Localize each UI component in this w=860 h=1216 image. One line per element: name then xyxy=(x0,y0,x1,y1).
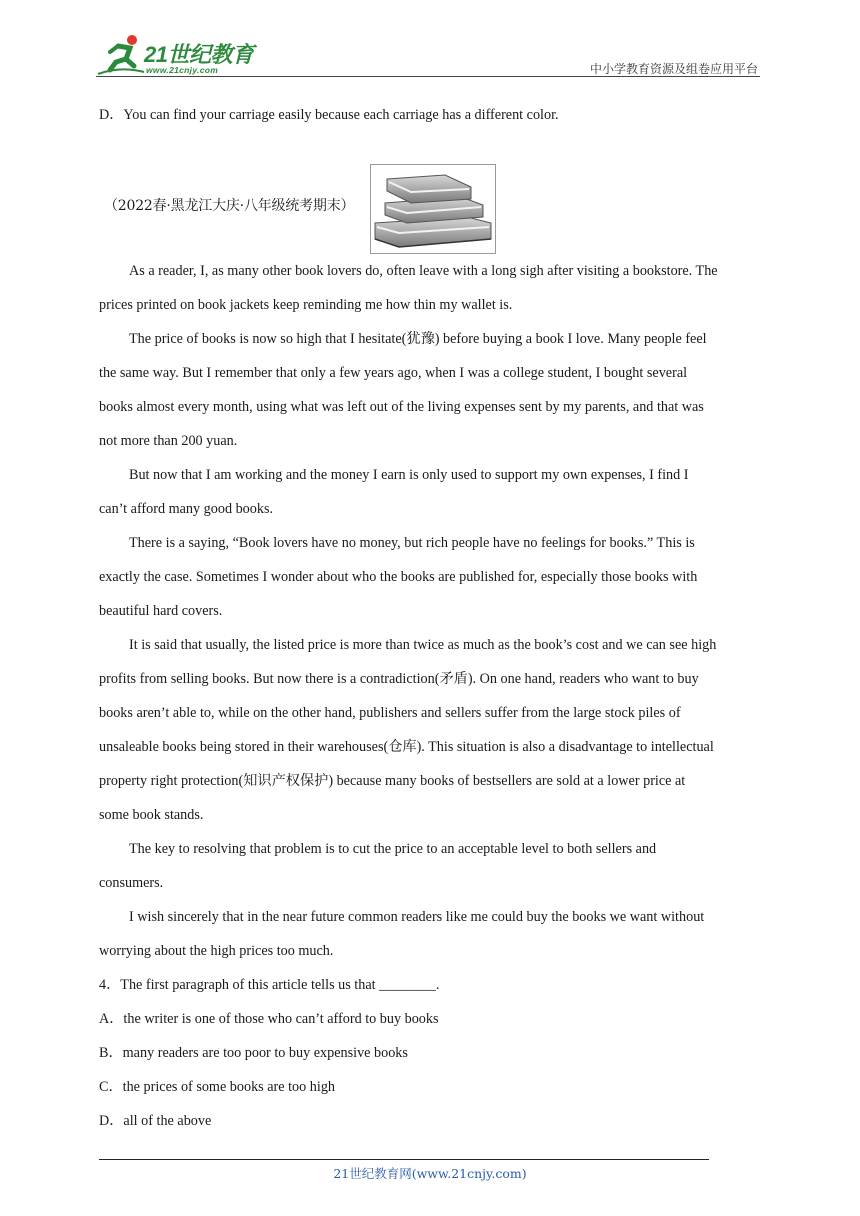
question-stem: 4．The first paragraph of this article tells us that ________. xyxy=(99,977,440,993)
text-line: beautiful hard covers. xyxy=(99,603,223,619)
option-b: B．many readers are too poor to buy expensive books xyxy=(99,1045,408,1061)
site-logo xyxy=(96,32,266,76)
text-line: consumers. xyxy=(99,875,164,891)
document-body xyxy=(99,98,761,1138)
text-line: books aren’t able to, while on the other hand, publishers and sellers suffer from the large stock piles of xyxy=(99,705,681,721)
option-a: A．the writer is one of those who can’t afford to buy books xyxy=(99,1011,439,1027)
text-line: As a reader, I, as many other book lovers do, often leave with a long sigh after visiting a bookstore. The xyxy=(129,263,718,279)
logo-url: www.21cnjy.com xyxy=(146,65,219,75)
text-line: some book stands. xyxy=(99,807,204,823)
passage-paragraph-1 xyxy=(99,254,761,322)
text-line: not more than 200 yuan. xyxy=(99,433,238,449)
logo-text: 21世纪教育 xyxy=(144,42,254,67)
platform-name: 中小学教育资源及组卷应用平台 xyxy=(589,62,758,76)
text-line: exactly the case. Sometimes I wonder about who the books are published for, especially those books with xyxy=(99,569,698,585)
option-c: C．the prices of some books are too high xyxy=(99,1079,336,1095)
runner-icon xyxy=(96,32,146,76)
previous-option-d: D．You can find your carriage easily because each carriage has a different color. xyxy=(99,107,559,123)
text-line: can’t afford many good books. xyxy=(99,501,274,517)
text-line: It is said that usually, the listed price is more than twice as much as the book’s cost and we can see high xyxy=(129,637,717,653)
text-line: The key to resolving that problem is to cut the price to an acceptable level to both sellers and xyxy=(129,841,657,857)
passage-paragraph-4 xyxy=(99,526,761,628)
text-line: There is a saying, “Book lovers have no money, but rich people have no feelings for books.” This is xyxy=(129,535,695,551)
passage-paragraph-2 xyxy=(99,322,761,458)
passage-paragraph-7 xyxy=(99,900,761,968)
page-header xyxy=(96,30,760,78)
text-line: worrying about the high prices too much. xyxy=(99,943,334,959)
text-line: I wish sincerely that in the near future common readers like me could buy the books we want without xyxy=(129,909,705,925)
text-line: The price of books is now so high that I hesitate(犹豫) before buying a book I love. Many people feel xyxy=(129,331,707,347)
text-line: unsaleable books being stored in their warehouses(仓库). This situation is also a disadvantage to intellectual xyxy=(99,739,714,755)
books-image xyxy=(370,164,496,254)
passage-paragraph-6 xyxy=(99,832,761,900)
text-line: prices printed on book jackets keep reminding me how thin my wallet is. xyxy=(99,297,513,313)
source-row xyxy=(99,164,761,254)
page-footer: 21世纪教育网(www.21cnjy.com) xyxy=(333,1166,527,1181)
text-line: books almost every month, using what was left out of the living expenses sent by my parents, and that was xyxy=(99,399,704,415)
header-divider xyxy=(96,76,760,77)
book-stack-icon xyxy=(371,165,495,253)
footer-divider xyxy=(99,1159,709,1160)
question-source: （2022春·黑龙江大庆·八年级统考期末） xyxy=(104,198,355,214)
text-line: profits from selling books. But now there is a contradiction(矛盾). On one hand, readers who want to buy xyxy=(99,671,699,687)
text-line: But now that I am working and the money I earn is only used to support my own expenses, I find I xyxy=(129,467,689,483)
text-line: property right protection(知识产权保护) because many books of bestsellers are sold at a lower price at xyxy=(99,773,686,789)
passage-paragraph-5 xyxy=(99,628,761,832)
option-d: D．all of the above xyxy=(99,1113,212,1129)
passage-paragraph-3 xyxy=(99,458,761,526)
text-line: the same way. But I remember that only a few years ago, when I was a college student, I bought several xyxy=(99,365,688,381)
